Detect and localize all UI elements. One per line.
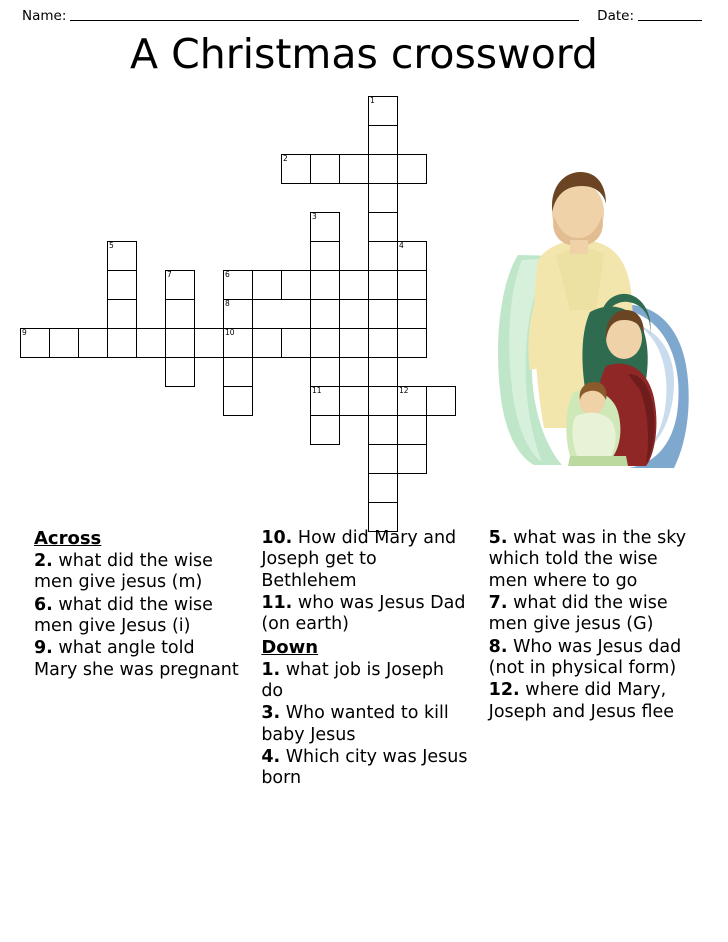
cell-number: 8 [225,299,230,308]
crossword-cell[interactable] [310,241,340,271]
clue-number: 5. [488,528,508,548]
clue-number: 6. [34,594,53,615]
crossword-cell[interactable] [397,444,427,474]
clue-down-8 [489,637,698,680]
crossword-cell[interactable] [165,357,195,387]
clue-number: 10. [261,528,293,548]
clue-number: 3. [261,703,281,724]
crossword-cell[interactable] [107,299,137,329]
clue-text: what job is Joseph do [261,659,445,702]
date-label: Date: [597,8,634,24]
crossword-cell[interactable] [339,386,369,416]
name-date-line [0,0,728,24]
crossword-cell[interactable] [368,125,398,155]
clue-text: How did Mary and Joseph get to Bethlehem [261,528,457,591]
clue-number: 4. [261,747,281,768]
crossword-cell[interactable] [426,386,456,416]
clue-number: 9. [34,638,53,659]
clue-across-10 [261,528,470,592]
crossword-cell[interactable] [397,270,427,300]
nativity-illustration [478,160,703,470]
cell-number: 6 [225,270,230,279]
crossword-cell[interactable] [252,270,282,300]
clue-down-4 [261,747,470,790]
crossword-cell[interactable] [223,328,253,358]
crossword-cell[interactable] [281,328,311,358]
crossword-cell[interactable] [78,328,108,358]
crossword-cell[interactable] [368,241,398,271]
crossword-cell[interactable] [165,328,195,358]
crossword-cell[interactable] [310,386,340,416]
crossword-cell[interactable] [397,241,427,271]
crossword-cell[interactable] [194,328,224,358]
clue-number: 11. [261,593,293,614]
clue-text: Who was Jesus dad (not in physical form) [488,636,682,679]
clue-text: what was in the sky which told the wise men where to go [488,528,687,591]
crossword-cell[interactable] [165,270,195,300]
crossword-cell[interactable] [107,241,137,271]
crossword-cell[interactable] [339,328,369,358]
crossword-cell[interactable] [368,386,398,416]
crossword-cell[interactable] [368,154,398,184]
clue-down-3 [261,703,470,746]
crossword-cell[interactable] [368,270,398,300]
clue-number: 8. [488,636,508,657]
crossword-cell[interactable] [107,328,137,358]
clue-text: Who wanted to kill baby Jesus [261,703,449,745]
clue-down-1 [261,660,470,703]
clue-across-9 [34,638,243,681]
clues-column-3 [489,528,698,928]
page-title: A Christmas crossword [130,30,598,78]
crossword-cell[interactable] [281,154,311,184]
crossword-grid[interactable] [20,96,490,526]
crossword-cell[interactable] [397,328,427,358]
crossword-cell[interactable] [223,357,253,387]
crossword-cell[interactable] [368,212,398,242]
cell-number: 3 [312,212,317,221]
crossword-cell[interactable] [397,154,427,184]
crossword-cell[interactable] [368,357,398,387]
cell-number: 12 [399,386,409,395]
clue-text: Which city was Jesus born [261,747,468,789]
cell-number: 11 [312,386,322,395]
name-label: Name: [22,8,67,24]
crossword-cell[interactable] [281,270,311,300]
crossword-cell[interactable] [223,299,253,329]
crossword-cell[interactable] [223,386,253,416]
crossword-cell[interactable] [368,415,398,445]
crossword-cell[interactable] [368,299,398,329]
clue-text: who was Jesus Dad (on earth) [261,593,466,635]
crossword-cell[interactable] [368,444,398,474]
crossword-cell[interactable] [252,328,282,358]
clues-column-2 [261,528,470,928]
cell-number: 4 [399,241,404,250]
crossword-cell[interactable] [368,328,398,358]
crossword-cell[interactable] [310,299,340,329]
crossword-cell[interactable] [310,212,340,242]
cell-number: 5 [109,241,114,250]
crossword-cell[interactable] [368,96,398,126]
crossword-cell[interactable] [165,299,195,329]
clue-number: 12. [488,680,520,701]
crossword-cell[interactable] [136,328,166,358]
crossword-cell[interactable] [310,415,340,445]
clue-across-11 [261,593,470,636]
cell-number: 9 [22,328,27,337]
across-heading: Across [34,528,102,549]
clue-number: 1. [261,659,281,680]
crossword-cell[interactable] [310,357,340,387]
clue-number: 2. [34,550,53,571]
clue-across-6 [34,595,243,638]
name-blank-line[interactable] [70,20,579,21]
clue-down-12 [489,680,698,723]
clue-text: where did Mary, Joseph and Jesus flee [488,680,675,722]
cell-number: 10 [225,328,235,337]
crossword-cell[interactable] [310,270,340,300]
crossword-cell[interactable] [107,270,137,300]
crossword-cell[interactable] [20,328,50,358]
clue-number: 7. [488,593,508,614]
crossword-cell[interactable] [368,473,398,503]
down-heading: Down [261,636,319,658]
crossword-cell[interactable] [368,183,398,213]
clue-text: what did the wise men give Jesus (i) [34,594,213,636]
clue-down-7 [489,593,698,636]
clue-text: what did the wise men give jesus (G) [488,593,668,635]
clues-container [34,528,698,928]
clue-text: what angle told Mary she was pregnant [34,638,239,680]
crossword-cell[interactable] [223,270,253,300]
crossword-cell[interactable] [397,415,427,445]
crossword-cell[interactable] [397,386,427,416]
cell-number: 2 [283,154,288,163]
crossword-cell[interactable] [397,299,427,329]
crossword-cell[interactable] [49,328,79,358]
clue-across-2 [34,551,243,594]
crossword-cell[interactable] [310,328,340,358]
clue-down-5 [489,528,698,592]
crossword-cell[interactable] [339,270,369,300]
cell-number: 7 [167,270,172,279]
date-blank-line[interactable] [638,20,702,21]
cell-number: 1 [370,96,375,105]
crossword-cell[interactable] [310,154,340,184]
crossword-cell[interactable] [339,154,369,184]
clue-text: what did the wise men give jesus (m) [34,550,213,593]
clues-column-1 [34,528,243,928]
